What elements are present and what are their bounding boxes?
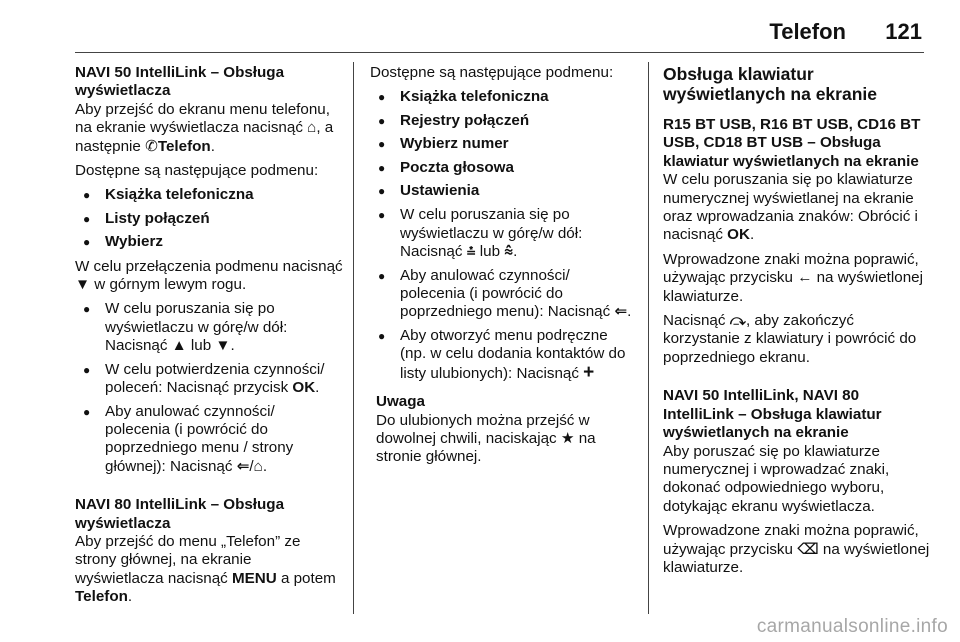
submenu-list [75,186,343,251]
list-item: ● Książka telefoniczna [370,88,638,106]
section-heading: R15 BT USB, R16 BT USB, CD16 BT USB, CD18 BT USB – Obsługa klawiatur wyświetlanych na ekranie [663,116,921,170]
instruction-list [75,300,343,476]
section-heading: NAVI 50 IntelliLink, NAVI 80 IntelliLink – Obsługa klawiatur wyświetlanych na ekranie [663,387,882,442]
paragraph: Dostępne są następujące podmenu: [370,64,614,81]
list-item: ● Ustawienia [370,182,638,200]
watermark: carmanualsonline.info [756,616,948,637]
section-heading: NAVI 80 IntelliLink – Obsługa wyświetlacza [75,496,285,532]
home-icon: ⌂ [307,119,317,137]
page-header [75,0,924,53]
list-item: ● Wybierz numer [370,135,638,153]
list-item: ● Wybierz [75,233,343,251]
paragraph: Wprowadzone znaki można poprawić, używając przycisku ⌫ na wyświetlonej klawiaturze. [663,522,930,576]
list-item: ● Książka telefoniczna [75,186,343,204]
list-item: ● W celu poruszania się po wyświetlaczu w górę/w dół: Nacisnąć ⩮ lub ⩯. [370,206,638,261]
back-icon: ⇐ [236,457,250,475]
header-title: Telefon [769,19,846,44]
column-2 [370,64,638,473]
paragraph: Aby przejść do ekranu menu telefonu, na ekranie wyświetlacza nacisnąć ⌂, a następnie ✆Telefon. [75,100,334,155]
list-item: ● W celu potwierdzenia czynności/ poleceń: Nacisnąć przycisk OK. [75,361,343,398]
column-1 [75,64,343,613]
paragraph: Aby przejść do menu „Telefon” ze strony głównej, na ekranie wyświetlacza nacisnąć MENU a potem Telefon. [75,532,336,606]
plus-icon: + [583,361,595,383]
backspace-icon: ⌫ [797,540,819,558]
paragraph: Dostępne są następujące podmenu: [75,162,319,180]
paragraph: W celu poruszania się po klawiaturze numerycznej wyświetlanej na ekranie oraz wprowadzania znaków: Obrócić i nacisnąć OK. [663,171,918,244]
paragraph: Wprowadzone znaki można poprawić, używając przycisku ← na wyświetlonej klawiaturze. [663,250,923,305]
column-divider [353,62,354,614]
instruction-list [370,206,638,383]
list-up-icon: ⩮ [466,243,476,261]
star-icon: ★ [560,429,575,447]
list-item: ● W celu poruszania się po wyświetlaczu w górę/w dół: Nacisnąć ▲ lub ▼. [75,300,343,355]
back-icon: ⇐ [614,303,628,321]
section-title: Obsługa klawiatur wyświetlanych na ekranie [663,64,877,104]
list-item: ● Aby otworzyć menu podręczne (np. w celu dodania kontaktów do listy ulubionych): Nacisnąć + [370,327,638,383]
submenu-list [370,88,638,200]
column-divider [648,62,649,614]
note-text: Do ulubionych można przejść w dowolnej chwili, naciskając ★ na stronie głównej. [376,411,596,466]
column-3 [663,64,931,583]
home-icon: ⌂ [253,457,263,475]
enter-icon: ⤼ [729,312,746,330]
list-item: ● Rejestry połączeń [370,112,638,130]
paragraph: W celu przełączenia podmenu nacisnąć ▼ w górnym lewym rogu. [75,257,343,294]
list-item: ● Poczta głosowa [370,159,638,177]
list-item: ● Aby anulować czynności/ polecenia (i powrócić do poprzedniego menu): Nacisnąć ⇐. [370,267,638,322]
list-down-icon: ⩯ [504,243,514,261]
list-item: ● Listy połączeń [75,210,343,228]
paragraph: Nacisnąć ⤼, aby zakończyć korzystanie z klawiatury i powrócić do poprzedniego ekranu. [663,312,917,366]
list-item: ● Aby anulować czynności/ polecenia (i powrócić do poprzedniego menu / strony głównej): Nacisnąć ⇐/⌂. [75,403,343,477]
section-heading: NAVI 50 IntelliLink – Obsługa wyświetlacza [75,64,285,100]
paragraph: Aby poruszać się po klawiaturze numerycznej i wprowadzać znaki, dokonać odpowiedniego wyboru, dotykając ekranu wyświetlacza. [663,442,890,515]
note-title: Uwaga [376,393,425,411]
page-number: 121 [885,19,922,44]
phone-icon: ✆ [145,137,158,155]
